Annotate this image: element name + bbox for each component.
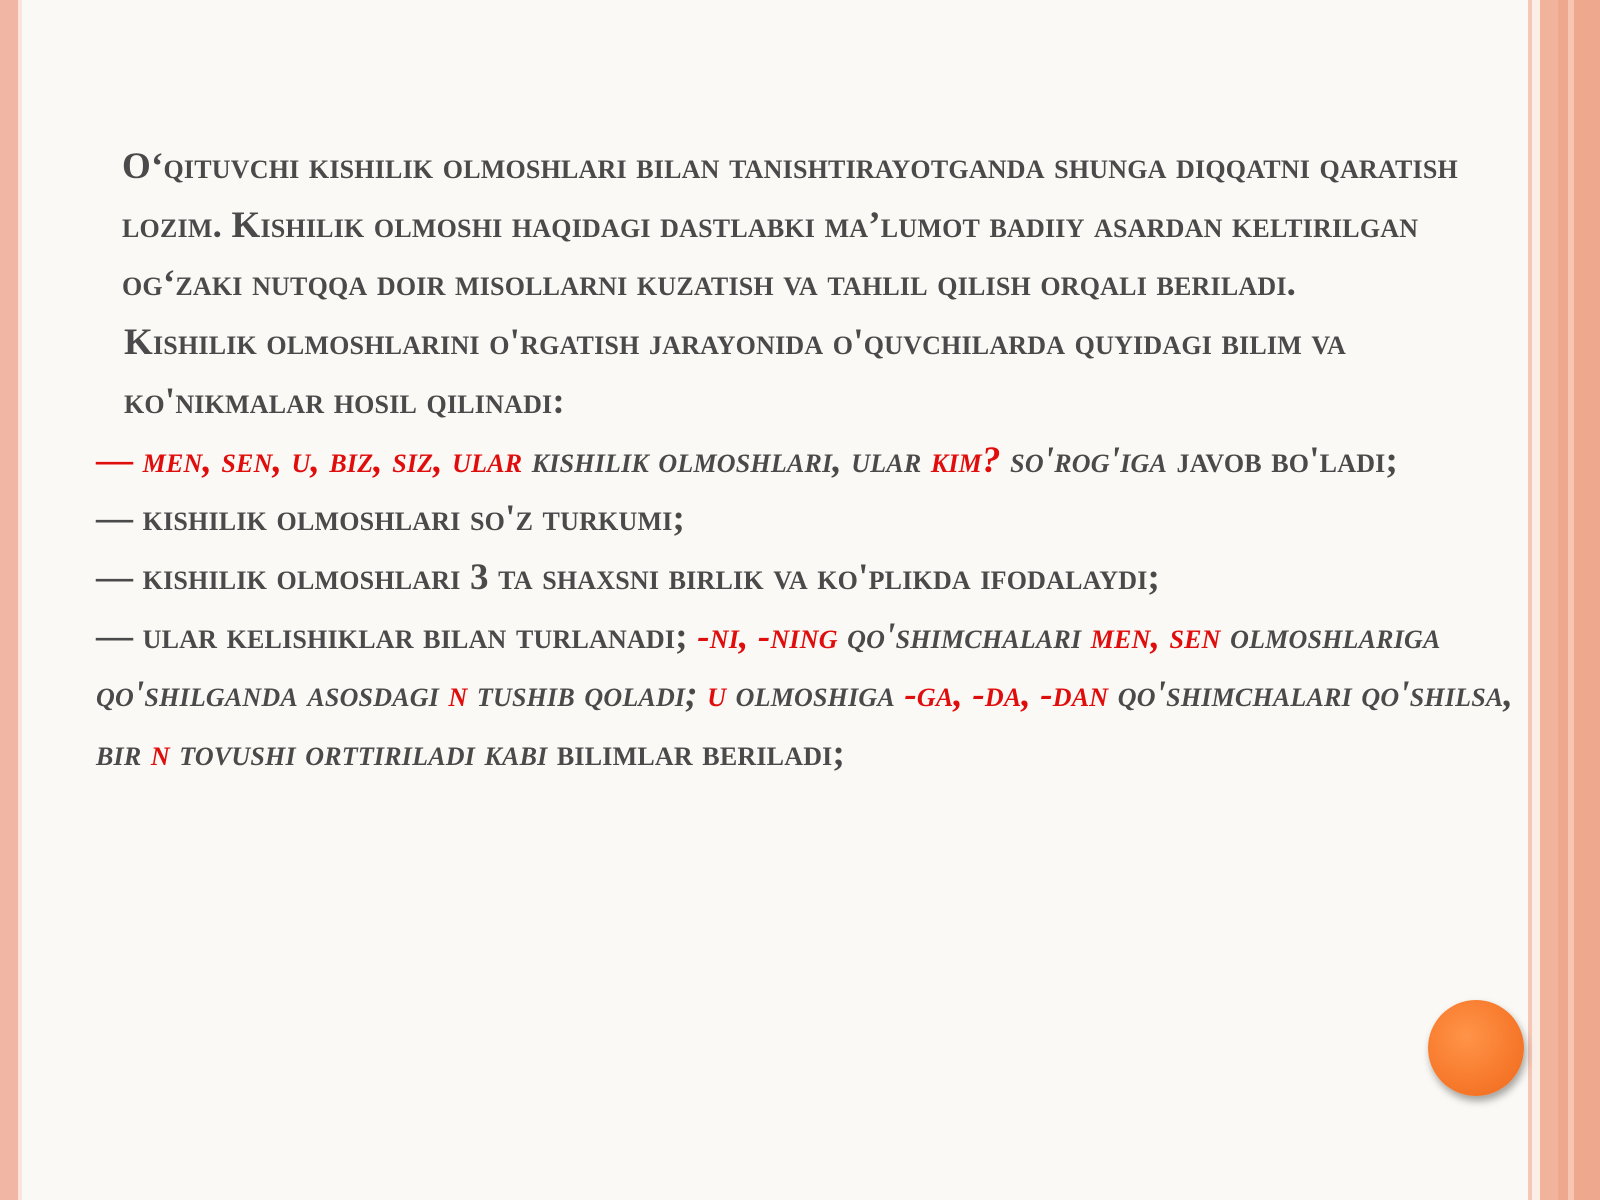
slide-body xyxy=(96,138,1516,784)
item-text: tovushi orttiriladi kabi xyxy=(169,733,548,775)
item-text: javob bo'ladi; xyxy=(1167,439,1399,481)
slide-border-left-inner xyxy=(18,0,22,1200)
list-item-persons: — kishilik olmoshlari 3 ta shaxsni birlik va ko'plikda ifodalaydi; xyxy=(96,556,1161,598)
list-item-pronouns xyxy=(96,432,1516,491)
item-text: tushib qoladi; xyxy=(467,674,708,716)
list-item-declension xyxy=(96,608,1516,784)
suffix-highlight: -ga, -da, -dan xyxy=(904,674,1109,716)
slide-stripe-right-4 xyxy=(1558,0,1600,1200)
slide-stripe-right-5 xyxy=(1568,0,1574,1200)
letter-highlight: n xyxy=(150,733,170,775)
list-item-word-class: — kishilik olmoshlari so'z turkumi; xyxy=(96,498,686,540)
item-text: qo'shimchalari qo'shilsa, bir xyxy=(96,674,1513,775)
item-text: so'rog'iga xyxy=(1000,439,1168,481)
slide-stripe-right-3 xyxy=(1540,0,1558,1200)
suffix-highlight: -ni, -ning xyxy=(697,615,838,657)
item-text: qo'shimchalari xyxy=(837,615,1091,657)
paragraph-skills-intro: Kishilik olmoshlarini o'rgatish jarayonida o'quvchilarda quyidagi bilim va ko'nikmalar hosil qilinadi: xyxy=(124,322,1347,422)
slide-stripe-right-2 xyxy=(1532,0,1540,1200)
dash: — xyxy=(96,439,143,481)
orange-circle-decoration xyxy=(1428,1000,1524,1096)
item-text: — ular kelishiklar bilan turlanadi; xyxy=(96,615,698,657)
question-word: kim? xyxy=(930,439,1001,481)
item-text: kishilik olmoshlari, ular xyxy=(522,439,931,481)
pronoun-highlight: men, sen xyxy=(1090,615,1221,657)
pronoun-list: men, sen, u, biz, siz, ular xyxy=(142,439,523,481)
pronoun-highlight: u xyxy=(707,674,727,716)
item-text: olmoshiga xyxy=(726,674,905,716)
item-text: bilimlar beriladi; xyxy=(547,733,846,775)
item-text: olmoshlariga qo'shilganda asosdagi xyxy=(96,615,1441,716)
paragraph-teacher-note: O‘qituvchi kishilik olmoshlari bilan tanishtirayotganda shunga diqqatni qaratish lozim. Kishilik olmoshi haqidagi dastlabki ma’lumot badiiy asardan keltirilgan og‘zaki nutqqa doir misollarni kuzatish va tahlil qilish orqali beriladi. xyxy=(122,146,1458,305)
letter-highlight: n xyxy=(448,674,468,716)
slide-border-left xyxy=(0,0,18,1200)
